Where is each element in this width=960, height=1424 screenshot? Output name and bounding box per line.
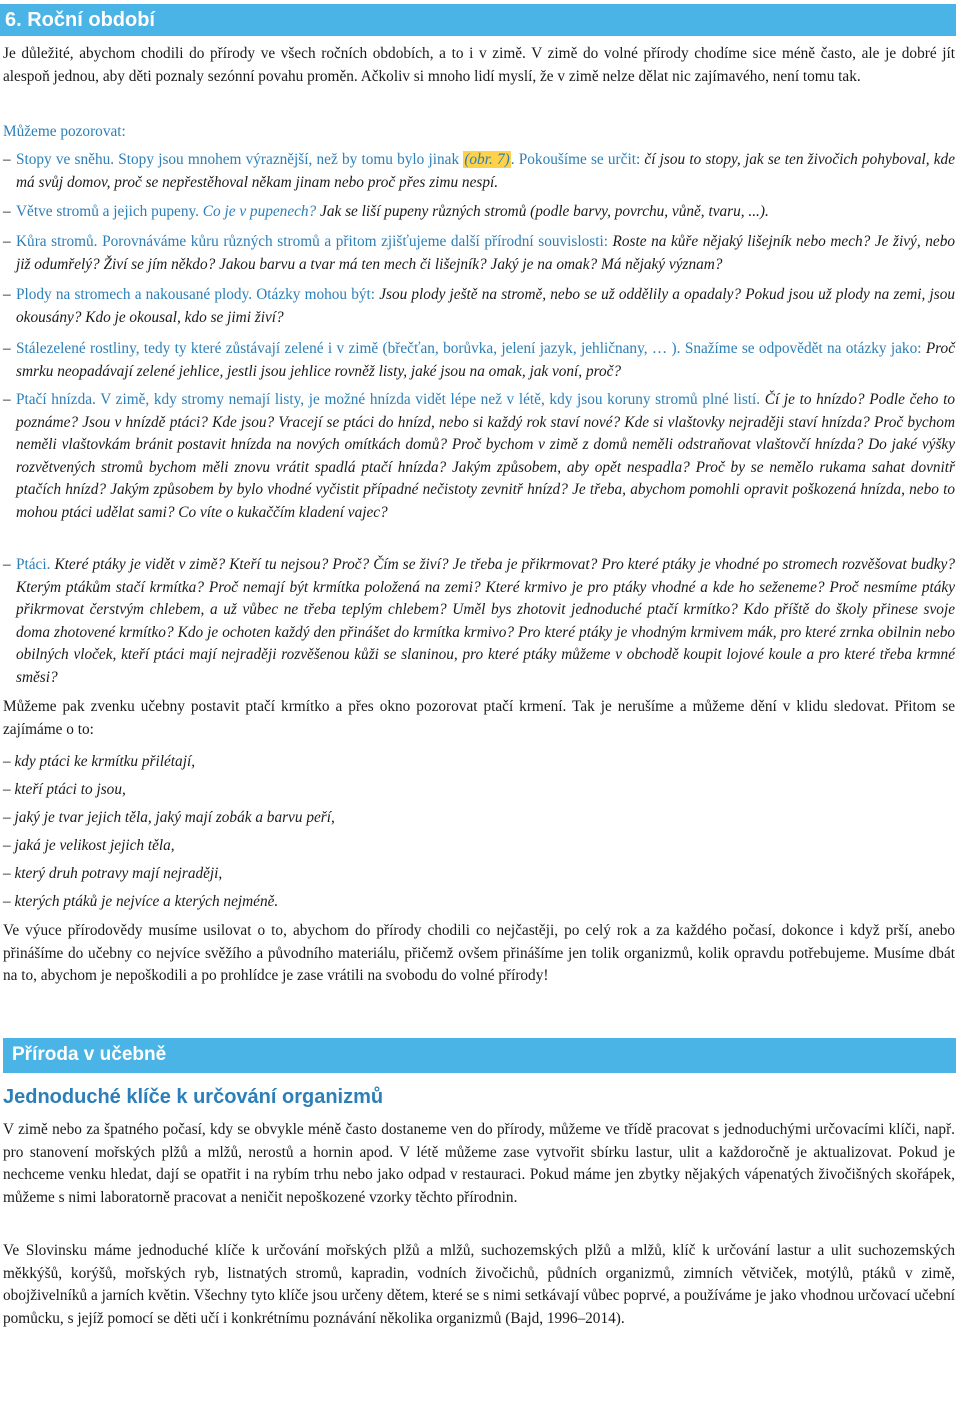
feeder-item (3, 779, 126, 802)
feeder-item-text: kterých ptáků je nejvíce a kterých nejméně. (14, 893, 279, 910)
item-question: Roste na kůře nějaký lišejník nebo mech? Je živý, nebo již odumřelý? Živí se jím někdo? Jakou barvu a tvar má ten mech či lišejník? Jaký je na omak? Má nějaký význam? (16, 233, 955, 273)
dash: – (3, 286, 11, 303)
section-header (0, 4, 956, 36)
list-item-evergreens (3, 338, 955, 383)
item-text: Co je v pupenech? (202, 203, 321, 220)
box-header (3, 1038, 956, 1073)
dash: – (3, 340, 11, 357)
item-question: Jak se liší pupeny různých stromů (podle barvy, povrchu, vůně, tvaru, ...). (320, 203, 769, 220)
keys-paragraph-2: Ve Slovinsku máme jednoduché klíče k určování mořských plžů a mlžů, suchozemských plžů a mlžů, klíč k určování lastur a ulit suchozemských měkkýšů, korýšů, mořských ryb, listnatých stromů, kapradin, vodních živočichů, půdních organizmů, zimních větviček, motýlů, ptáků v zimě, obojživelníků a jarních květin. Všechny tyto klíče jsou určeny dětem, které se s nimi setkávají vůbec poprvé, a používáme je jako vhodnou určovací učební pomůcku, s jejíž pomocí se děti učí i konkrétnímu poznávání několika organizmů (Bajd, 1996–2014). (3, 1242, 955, 1327)
box-title: Příroda v učebně (12, 1044, 167, 1065)
item-question: Jsou plody ještě na stromě, nebo se už oddělily a opadaly? Pokud jsou už plody na zemi, jsou okousány? Kdo je okousal, kdo se jimi živí? (16, 286, 956, 326)
figure-ref-link[interactable]: (obr. 7) (464, 151, 510, 168)
dash: – (3, 893, 11, 910)
item-title: Stálezelené rostliny, tedy ty které zůstávají zelené i v zimě (břečťan, borůvka, jelení jazyk, jehličnany, … ). (16, 340, 685, 357)
item-title: Kůra stromů. (16, 233, 103, 250)
subheading: Jednoduché klíče k určování organizmů (3, 1086, 384, 1108)
feeder-item (3, 751, 195, 774)
item-title: Stopy ve sněhu. (16, 151, 119, 168)
list-item-branches (3, 201, 955, 224)
dash: – (3, 753, 11, 770)
item-title: Ptačí hnízda. (16, 391, 101, 408)
list-item-birds (3, 554, 955, 689)
feeder-item (3, 863, 222, 886)
item-title: Ptáci. (16, 556, 55, 573)
item-text: Stopy jsou mnohem výraznější, než by tomu bylo jinak (118, 151, 464, 168)
feeder-item (3, 835, 175, 858)
dash: – (3, 809, 11, 826)
feeder-item-text: jaký je tvar jejich těla, jaký mají zobák a barvu peří, (14, 809, 335, 826)
dash: – (3, 151, 11, 168)
list-item-bark (3, 231, 955, 276)
item-title: Plody na stromech a nakousané plody. (16, 286, 257, 303)
observe-label: Můžeme pozorovat: (3, 123, 126, 140)
item-text: Otázky mohou být: (256, 286, 380, 303)
feeder-item (3, 891, 278, 914)
dash: – (3, 556, 11, 573)
item-text: V zimě, kdy stromy nemají listy, je možné hnízda vidět lépe než v létě, kdy jsou koruny stromů plné listí. (100, 391, 765, 408)
item-text: Porovnáváme kůru různých stromů a přitom zjišťujeme další přírodní souvislosti: (102, 233, 613, 250)
feeder-item (3, 807, 335, 830)
item-question: Proč smrku neopadávají zelené jehlice, jestli jsou jehlice rovněž listy, jaké jsou na omak, jak voní, proč? (16, 340, 955, 380)
feeder-item-text: kdy ptáci ke krmítku přilétají, (14, 753, 196, 770)
dash: – (3, 781, 11, 798)
dash: – (3, 865, 11, 882)
list-item-fruits (3, 284, 955, 329)
feeder-intro: Můžeme pak zvenku učebny postavit ptačí krmítko a přes okno pozorovat ptačí krmení. Tak je nerušíme a můžeme dění v klidu sledovat. Přitom se zajímáme o to: (3, 698, 955, 738)
item-text: . Pokoušíme se určit: (510, 151, 645, 168)
keys-paragraph-1: V zimě nebo za špatného počasí, kdy se obvykle méně často dostaneme ven do přírody, můžeme ve třídě pracovat s jednoduchými určovacími klíči, např. pro stanovení mořských plžů a mlžů, nerostů a hornin apod. V létě můžeme zase vytvořit sbírku lastur, ulit a každoročně je aktualizovat. Pokud je nechceme venku hledat, dají se opatřit i na rybím trhu nebo jako odpad v restauraci. Pokud máme jen zbytky nějakých vápenatých živočišných skořápek, můžeme s nimi laboratorně pracovat a neničit nepoškozené vzorky těchto přírodnin. (3, 1121, 955, 1206)
item-question: čí jsou to stopy, jak se ten živočich pohyboval, kde má svůj domov, proč se nepřestěhoval někam jinam nebo proč přes zimu nespí. (16, 151, 955, 191)
intro-paragraph: Je důležité, abychom chodili do přírody ve všech ročních obdobích, a to i v zimě. V zimě do volné přírody chodíme sice méně často, ale je dobré jít alespoň jednou, aby děti poznaly sezónní povahu proměn. Ačkoliv si mnoho lidí myslí, že v zimě nelze dělat nic zajímavého, není tomu tak. (3, 45, 955, 85)
section-title: 6. Roční období (5, 9, 155, 31)
dash: – (3, 391, 11, 408)
closing-paragraph: Ve výuce přírodovědy musíme usilovat o to, abychom do přírody chodili co nejčastěji, po celý rok a za každého počasí, dokonce i když prší, anebo přinášíme do učebny co nejvíce svěžího a původního materiálu, přičemž ovšem přinášíme jen tolik organizmů, kolik opravdu potřebujeme. Musíme dbát na to, abychom je nepoškodili a po prohlídce je zase vrátili na svobodu do volné přírody! (3, 922, 955, 984)
item-question: Čí je to hnízdo? Podle čeho to poznáme? Jsou v hnízdě ptáci? Kde jsou? Vracejí se ptáci do hnízd, nebo si každý rok staví nové? Kde si vlaštovky nejraději staví hnízda? Proč bychom neměli vlaštovkám bránit postavit hnízda na nových omítkách domů? Proč bychom v zimě z domů neměli odstraňovat vlaštovčí hnízda? Do jaké výšky rozvětvených stromů bychom měli znovu vrátit spadlá ptačí hnízda? Jakým způsobem, aby opět nespadla? Proč by se nemělo rukama sahat dovnitř ptačích hnízd? Jakým způsobem by bylo vhodné vyčistit případné nečistoty zevnitř hnízd? Je třeba, abychom pomohli opravit poškozená hnízda, nebo to mohou ptáci udělat sami? Co víte o kukaččím kladení vajec? (16, 391, 955, 521)
item-question: Které ptáky je vidět v zimě? Kteří tu nejsou? Proč? Čím se živí? Je třeba je přikrmovat? Pro které ptáky je vhodné po stromech rozvěšovat budky? Kterým ptákům stačí krmítka? Proč nemají být krmítka položená na zemi? Které krmivo je pro ptáky vhodné a kde ho seženeme? Proč nesmíme ptáky přikrmovat čerstvým chlebem, a už vůbec ne třeba teplým chlebem? Uměl bys zhotovit jednoduché ptačí krmítko? Kdo příště do školy přinese svoje doma zhotovené krmítko? Kdo je ochoten každý den přinášet do krmítka krmivo? Pro které ptáky je vhodným krmivem mák, pro které zrnka obilnin nebo obilných vloček, kteří ptáci mají nejraději rozvěšenou kůži se slaninou, pro které ptáky můžeme v obchodě koupit lojové koule a pro které třeba krmné směsi? (16, 556, 955, 686)
dash: – (3, 233, 11, 250)
dash: – (3, 837, 11, 854)
feeder-item-text: který druh potravy mají nejraději, (14, 865, 223, 882)
feeder-item-text: jaká je velikost jejich těla, (14, 837, 175, 854)
dash: – (3, 203, 11, 220)
list-item-tracks (3, 149, 955, 194)
feeder-item-text: kteří ptáci to jsou, (14, 781, 126, 798)
item-text: Snažíme se odpovědět na otázky jako: (684, 340, 926, 357)
list-item-nests (3, 389, 955, 524)
item-title: Větve stromů a jejich pupeny. (16, 203, 203, 220)
